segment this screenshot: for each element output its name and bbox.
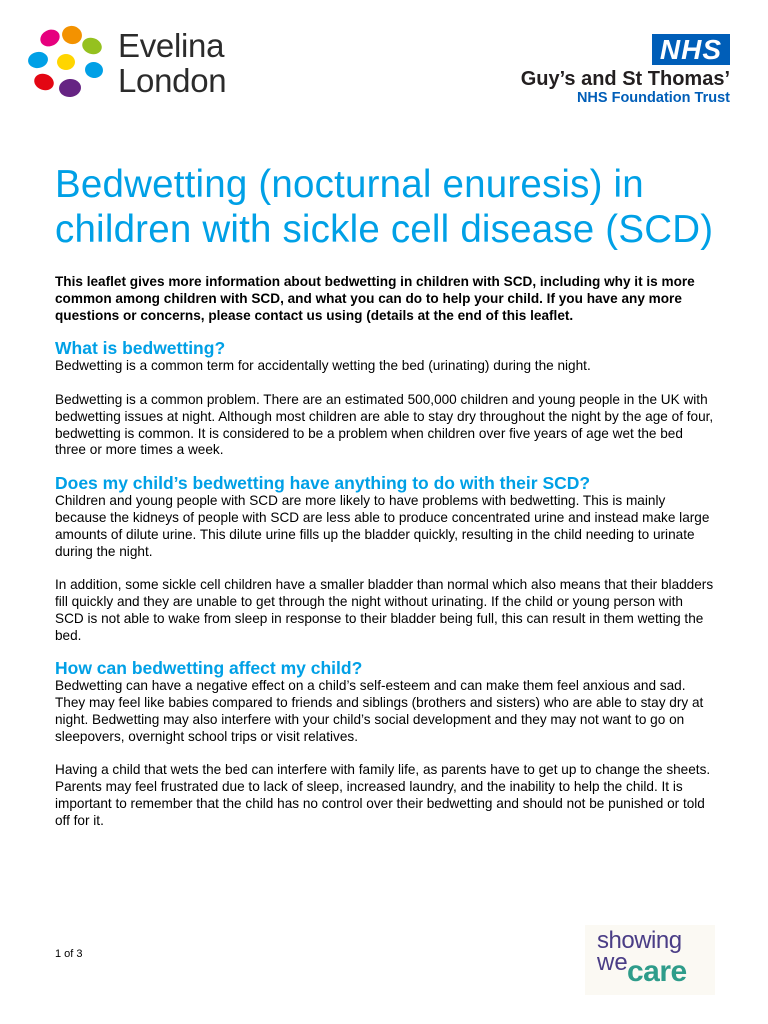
section-effects bbox=[55, 658, 715, 829]
leaflet-content bbox=[55, 162, 715, 830]
page-header bbox=[0, 0, 768, 135]
swc-care-text: care bbox=[627, 955, 687, 988]
swc-we-text: we bbox=[597, 949, 628, 976]
section-heading: What is bedwetting? bbox=[55, 338, 226, 359]
section-scd-link bbox=[55, 473, 715, 644]
trust-name: Guy’s and St Thomas’ bbox=[520, 68, 730, 90]
trust-subtitle: NHS Foundation Trust bbox=[576, 90, 730, 106]
evelina-london-logo bbox=[24, 24, 264, 104]
nhs-trust-logo bbox=[470, 34, 730, 114]
page-number: 1 of 3 bbox=[55, 948, 83, 960]
swc-showing-text: showing bbox=[597, 927, 682, 954]
evelina-wordmark-line1: Evelina bbox=[118, 27, 225, 64]
intro-paragraph: This leaflet gives more information about bedwetting in children with SCD, including why it is more common among children with SCD, and what you can do to help your child. If you have any more questions or concerns, please contact us using (details at the end of this leaflet. bbox=[55, 274, 695, 323]
section-heading: How can bedwetting affect my child? bbox=[55, 658, 363, 679]
section-heading: Does my child’s bedwetting have anything to do with their SCD? bbox=[55, 473, 591, 494]
section-paragraph: In addition, some sickle cell children have a smaller bladder than normal which also means that their bladders fill quickly and they are unable to get through the night without urinating. If the child or young person with SCD is not able to wake from sleep in response to their bladder being full, this can result in them wetting the bed. bbox=[55, 577, 714, 643]
evelina-petals-icon bbox=[24, 24, 110, 104]
page-title: Bedwetting (nocturnal enuresis) in children with sickle cell disease (SCD) bbox=[55, 163, 714, 251]
section-paragraph: Bedwetting is a common term for accidentally wetting the bed (urinating) during the night. bbox=[55, 358, 591, 374]
evelina-wordmark-line2: London bbox=[118, 62, 227, 99]
section-what-is-bedwetting bbox=[55, 338, 715, 459]
section-paragraph: Having a child that wets the bed can interfere with family life, as parents have to get up to change the sheets. Parents may feel frustrated due to lack of sleep, increased laundry, and the inability to help the child. It is important to remember that the child has no control over their bedwetting and should not be punished or told off for it. bbox=[55, 762, 711, 828]
section-paragraph: Bedwetting is a common problem. There are an estimated 500,000 children and young people in the UK with bedwetting issues at night. Although most children are able to stay dry throughout the night by the age of four, bedwetting is common. It is considered to be a problem when children over five years of age wet the bed three or more times a week. bbox=[55, 391, 714, 458]
nhs-badge: NHS bbox=[652, 34, 730, 65]
section-paragraph: Bedwetting can have a negative effect on a child’s self-esteem and can make them feel anxious and sad. They may feel like babies compared to friends and siblings (brothers and sisters) who are able to stay dry at night. Bedwetting may also interfere with your child’s social development and they may not want to go on sleepovers, overnight school trips or visit relatives. bbox=[55, 678, 704, 744]
showing-we-care-logo bbox=[585, 925, 715, 995]
section-paragraph: Children and young people with SCD are more likely to have problems with bedwetting. This is mainly because the kidneys of people with SCD are less able to produce concentrated urine and instead make large amounts of dilute urine. This dilute urine fills up the bladder quickly, resulting in the child needing to urinate during the night. bbox=[55, 493, 710, 559]
